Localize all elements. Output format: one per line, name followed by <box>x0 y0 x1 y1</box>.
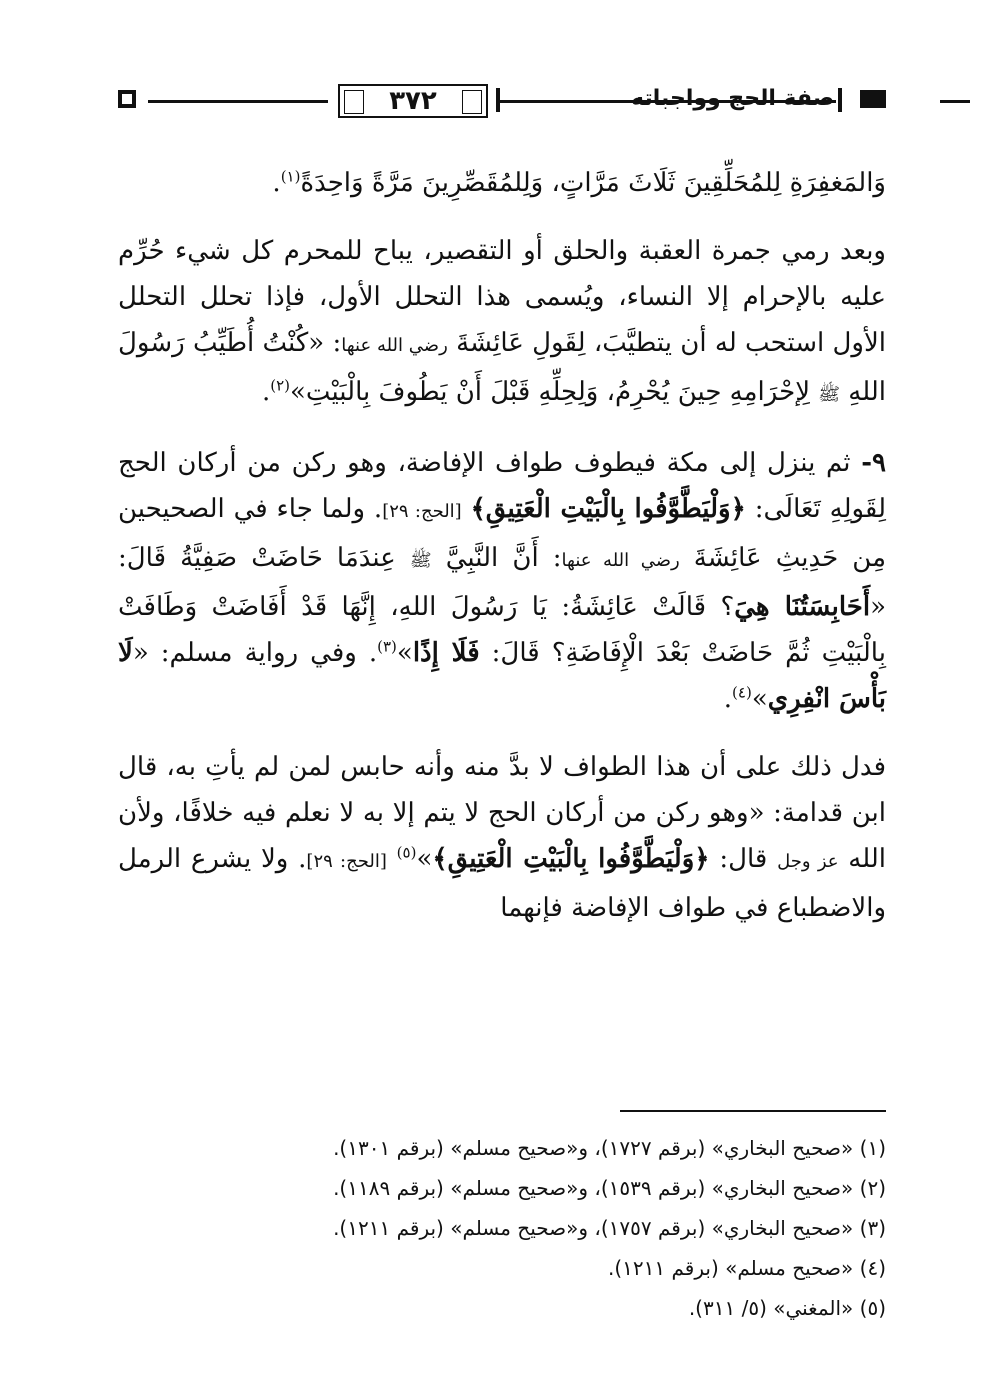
footnote-separator <box>620 1110 886 1112</box>
footnote-ref: (٣) <box>377 637 397 656</box>
footnote-ref: (١) <box>280 167 301 186</box>
main-text <box>118 160 886 953</box>
verse-reference: [الحج: ٢٩] <box>306 851 387 872</box>
header-bar <box>838 88 842 112</box>
footnote-ref: (٢) <box>270 376 291 395</box>
paragraph: وَالمَغفِرَةِ لِلمُحَلِّقِينَ ثَلَاثَ مَرَّاتٍ، وَلِلمُقَصِّرِينَ مَرَّةً وَاحِدَةً$^{(١)}$. <box>272 167 886 198</box>
running-title: صفة الحج وواجباته <box>631 86 834 111</box>
quran-verse: ﴿وَلْيَطَّوَّفُوا بِالْبَيْتِ الْعَتِيقِ﴾ <box>470 494 746 524</box>
footnote: (٥) «المغني» (٥/ ٣١١). <box>688 1296 886 1320</box>
honorific: عز وجل <box>777 851 839 872</box>
footnote: (٤) «صحيح مسلم» (برقم ١٢١١). <box>607 1256 886 1280</box>
quran-verse: ﴿وَلْيَطَّوَّفُوا بِالْبَيْتِ الْعَتِيقِ﴾ <box>432 844 710 874</box>
item-number: ٩- <box>861 448 887 478</box>
footnote: (٢) «صحيح البخاري» (برقم ١٥٣٩)، و«صحيح مسلم» (برقم ١١٨٩). <box>333 1176 886 1200</box>
paragraph: فدل ذلك على أن هذا الطواف لا بدَّ منه وأنه حابس لمن لم يأتِ به، قال ابن قدامة: «وهو ركن من أركان الحج لا يتم إلا به لا نعلم فيه خلافًا، ولأن الله عز وجل قال: ﴿وَلْيَطَّوَّفُوا بِالْبَيْتِ الْعَتِيقِ﴾»$^{(٥)}$ [الحج: ٢٩]. ولا يشرع الرمل والاضطباع في طواف الإفاضة فإنهما <box>118 752 886 923</box>
honorific: ﷺ <box>409 550 432 571</box>
honorific: رضي الله عنها <box>341 335 448 356</box>
footnote: (١) «صحيح البخاري» (برقم ١٧٢٧)، و«صحيح مسلم» (برقم ١٣٠١). <box>333 1136 886 1160</box>
header-block-ornament <box>860 90 886 108</box>
footnote-ref: (٥) <box>396 843 417 862</box>
page-header <box>118 84 886 124</box>
page-number: ٣٧٢ <box>338 84 488 118</box>
header-rule <box>940 100 970 103</box>
header-rule <box>148 100 328 103</box>
footnote: (٣) «صحيح البخاري» (برقم ١٧٥٧)، و«صحيح مسلم» (برقم ١٢١١). <box>333 1216 886 1240</box>
honorific: رضي الله عنها <box>561 550 680 571</box>
footnote-ref: (٤) <box>732 683 752 702</box>
honorific: ﷺ <box>818 384 841 405</box>
verse-reference: [الحج: ٢٩] <box>382 501 462 522</box>
footnotes <box>118 1128 886 1328</box>
paragraph: ٩- ثم ينزل إلى مكة فيطوف طواف الإفاضة، وهو ركن من أركان الحج لِقَولِهِ تَعَالَى: ﴿وَلْيَطَّوَّفُوا بِالْبَيْتِ الْعَتِيقِ﴾ [الحج: ٢٩]. ولما جاء في الصحيحين مِن حَدِيثِ عَائِشَةَ رضي الله عنها: أَنَّ النَّبِيَّ ﷺ عِندَمَا حَاضَتْ صَفِيَّةُ قَالَ: «أَحَابِسَتُنَا هِيَ؟ قَالَتْ عَائِشَةُ: يَا رَسُولَ اللهِ، إِنَّهَا قَدْ أَفَاضَتْ وَطَافَتْ بِالْبَيْتِ ثُمَّ حَاضَتْ بَعْدَ الْإِفَاضَةِ؟ قَالَ: فَلَا إِذًا»$^{(٣)}$. وفي رواية مسلم: «لَا بَأْسَ انْفِرِي»$^{(٤)}$. <box>118 448 887 714</box>
header-square-ornament <box>118 90 136 108</box>
paragraph: وبعد رمي جمرة العقبة والحلق أو التقصير، يباح للمحرم كل شيء حُرِّم عليه بالإحرام إلا النساء، ويُسمى هذا التحلل الأول، فإذا تحلل التحلل الأول استحب له أن يتطيَّبَ، لِقَولِ عَائِشَةَ رضي الله عنها: «كُنْتُ أُطَيِّبُ رَسُولَ اللهِ ﷺ لِإحْرَامِهِ حِينَ يُحْرِمُ، وَلِحِلِّهِ قَبْلَ أَنْ يَطُوفَ بِالْبَيْتِ»$^{(٢)}$. <box>118 236 886 407</box>
